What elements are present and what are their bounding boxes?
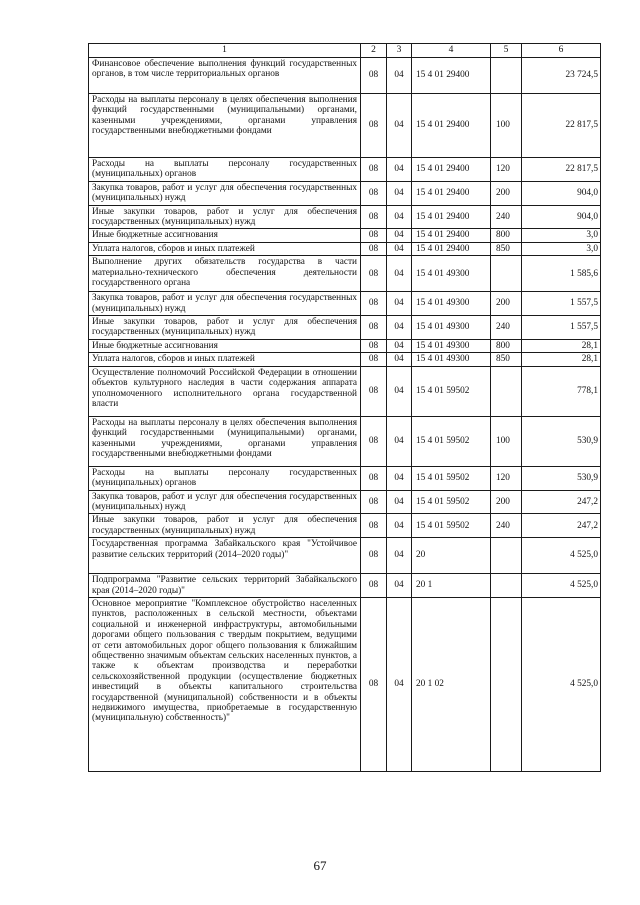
row-target-article: 15 4 01 49300	[412, 339, 491, 352]
row-expense-type: 120	[491, 158, 522, 182]
row-name: Иные закупки товаров, работ и услуг для обеспечения государственных (муниципальных) нужд	[89, 514, 361, 538]
row-name: Расходы на выплаты персоналу государственных (муниципальных) органов	[89, 158, 361, 182]
row-expense-type	[491, 597, 522, 771]
row-name: Основное мероприятие "Комплексное обустройство населенных пунктов, расположенных в сельской местности, объектами социальной и инженерной инфраструктуры, автомобильными дорогами общего пользования с твердым покрытием, ведущими от сети автомобильных дорог общего пользования к ближайшим общественно значимым объектам сельских населенных пунктов, а также к объектам производства и переработки сельскохозяйственной продукции (осуществление бюджетных инвестиций в объекты капитального строительства государственной (муниципальной) собственности и в объекты недвижимого имущества, приобретаемые в государственную (муниципальную) собственность)"	[89, 597, 361, 771]
row-expense-type: 850	[491, 242, 522, 255]
row-target-article: 15 4 01 29400	[412, 205, 491, 229]
row-subsection: 04	[387, 316, 412, 340]
row-expense-type: 800	[491, 339, 522, 352]
row-target-article: 15 4 01 29400	[412, 58, 491, 94]
row-target-article: 15 4 01 29400	[412, 229, 491, 242]
row-expense-type: 200	[491, 490, 522, 514]
row-name: Иные закупки товаров, работ и услуг для обеспечения государственных (муниципальных) нужд	[89, 205, 361, 229]
row-section: 08	[361, 256, 387, 292]
row-subsection: 04	[387, 181, 412, 205]
row-subsection: 04	[387, 538, 412, 574]
row-amount: 1 557,5	[522, 316, 601, 340]
row-amount: 1 585,6	[522, 256, 601, 292]
row-expense-type	[491, 366, 522, 416]
row-section: 08	[361, 242, 387, 255]
budget-table	[88, 43, 601, 772]
row-expense-type: 200	[491, 181, 522, 205]
row-amount: 3,0	[522, 242, 601, 255]
row-subsection: 04	[387, 339, 412, 352]
row-expense-type	[491, 58, 522, 94]
row-target-article: 15 4 01 29400	[412, 94, 491, 158]
row-subsection: 04	[387, 490, 412, 514]
row-expense-type: 200	[491, 292, 522, 316]
row-name: Иные бюджетные ассигнования	[89, 339, 361, 352]
table-row	[89, 353, 601, 366]
row-amount: 778,1	[522, 366, 601, 416]
col-header-expense-type: 5	[491, 44, 522, 58]
row-amount: 28,1	[522, 339, 601, 352]
table-row	[89, 242, 601, 255]
table-row	[89, 597, 601, 771]
row-name: Закупка товаров, работ и услуг для обеспечения государственных (муниципальных) нужд	[89, 181, 361, 205]
row-subsection: 04	[387, 158, 412, 182]
row-amount: 904,0	[522, 181, 601, 205]
table-row	[89, 94, 601, 158]
row-amount: 904,0	[522, 205, 601, 229]
row-amount: 530,9	[522, 466, 601, 490]
row-section: 08	[361, 292, 387, 316]
row-subsection: 04	[387, 416, 412, 466]
row-expense-type: 120	[491, 466, 522, 490]
col-header-amount: 6	[522, 44, 601, 58]
row-name: Иные бюджетные ассигнования	[89, 229, 361, 242]
row-target-article: 20 1	[412, 574, 491, 598]
row-section: 08	[361, 339, 387, 352]
row-amount: 4 525,0	[522, 597, 601, 771]
row-target-article: 15 4 01 49300	[412, 316, 491, 340]
row-name: Расходы на выплаты персоналу в целях обеспечения выполнения функций государственными (муниципальными) органами, казенными учреждениями, органами управления государственными внебюджетными фондами	[89, 416, 361, 466]
table-row	[89, 181, 601, 205]
row-target-article: 15 4 01 59502	[412, 514, 491, 538]
row-target-article: 15 4 01 49300	[412, 353, 491, 366]
row-subsection: 04	[387, 229, 412, 242]
row-section: 08	[361, 353, 387, 366]
row-expense-type: 850	[491, 353, 522, 366]
row-expense-type	[491, 574, 522, 598]
col-header-section: 2	[361, 44, 387, 58]
row-section: 08	[361, 466, 387, 490]
row-expense-type: 240	[491, 316, 522, 340]
page-number: 67	[313, 858, 327, 873]
row-section: 08	[361, 514, 387, 538]
row-amount: 22 817,5	[522, 94, 601, 158]
row-amount: 28,1	[522, 353, 601, 366]
row-subsection: 04	[387, 58, 412, 94]
row-section: 08	[361, 94, 387, 158]
table-row	[89, 466, 601, 490]
row-target-article: 15 4 01 59502	[412, 466, 491, 490]
col-header-name: 1	[89, 44, 361, 58]
row-section: 08	[361, 490, 387, 514]
row-section: 08	[361, 229, 387, 242]
row-target-article: 15 4 01 29400	[412, 242, 491, 255]
table-row	[89, 339, 601, 352]
row-subsection: 04	[387, 597, 412, 771]
row-section: 08	[361, 205, 387, 229]
row-expense-type	[491, 538, 522, 574]
row-target-article: 20	[412, 538, 491, 574]
row-section: 08	[361, 538, 387, 574]
row-section: 08	[361, 316, 387, 340]
row-name: Закупка товаров, работ и услуг для обеспечения государственных (муниципальных) нужд	[89, 292, 361, 316]
row-name: Государственная программа Забайкальского края "Устойчивое развитие сельских территорий (2014–2020 годы)"	[89, 538, 361, 574]
row-subsection: 04	[387, 242, 412, 255]
table-row	[89, 574, 601, 598]
row-amount: 4 525,0	[522, 538, 601, 574]
row-amount: 1 557,5	[522, 292, 601, 316]
table-header-row	[89, 44, 601, 58]
table-row	[89, 514, 601, 538]
row-name: Подпрограмма "Развитие сельских территорий Забайкальского края (2014–2020 годы)"	[89, 574, 361, 598]
row-section: 08	[361, 158, 387, 182]
row-subsection: 04	[387, 574, 412, 598]
col-header-target-article: 4	[412, 44, 491, 58]
row-subsection: 04	[387, 256, 412, 292]
row-subsection: 04	[387, 466, 412, 490]
col-header-subsection: 3	[387, 44, 412, 58]
row-target-article: 15 4 01 59502	[412, 416, 491, 466]
row-subsection: 04	[387, 514, 412, 538]
table-row	[89, 538, 601, 574]
row-section: 08	[361, 574, 387, 598]
table-row	[89, 416, 601, 466]
table-row	[89, 58, 601, 94]
row-expense-type: 240	[491, 514, 522, 538]
row-target-article: 15 4 01 29400	[412, 181, 491, 205]
row-amount: 22 817,5	[522, 158, 601, 182]
row-section: 08	[361, 416, 387, 466]
table-body	[89, 58, 601, 772]
row-target-article: 15 4 01 49300	[412, 256, 491, 292]
row-subsection: 04	[387, 205, 412, 229]
table-row	[89, 256, 601, 292]
row-name: Уплата налогов, сборов и иных платежей	[89, 242, 361, 255]
table-row	[89, 490, 601, 514]
table-row	[89, 292, 601, 316]
table-row	[89, 229, 601, 242]
table-row	[89, 366, 601, 416]
row-name: Иные закупки товаров, работ и услуг для обеспечения государственных (муниципальных) нужд	[89, 316, 361, 340]
row-name: Уплата налогов, сборов и иных платежей	[89, 353, 361, 366]
row-expense-type: 100	[491, 416, 522, 466]
row-section: 08	[361, 366, 387, 416]
row-name: Закупка товаров, работ и услуг для обеспечения государственных (муниципальных) нужд	[89, 490, 361, 514]
row-amount: 3,0	[522, 229, 601, 242]
row-name: Расходы на выплаты персоналу государственных (муниципальных) органов	[89, 466, 361, 490]
row-section: 08	[361, 58, 387, 94]
row-name: Финансовое обеспечение выполнения функций государственных органов, в том числе территориальных органов	[89, 58, 361, 94]
row-target-article: 15 4 01 29400	[412, 158, 491, 182]
row-amount: 247,2	[522, 514, 601, 538]
row-name: Осуществление полномочий Российской Федерации в отношении объектов культурного наследия в части содержания аппарата уполномоченного исполнительного органа государственной власти	[89, 366, 361, 416]
row-amount: 247,2	[522, 490, 601, 514]
row-subsection: 04	[387, 366, 412, 416]
row-amount: 4 525,0	[522, 574, 601, 598]
row-name: Выполнение других обязательств государства в части материально-технического обеспечения деятельности государственного органа	[89, 256, 361, 292]
row-section: 08	[361, 181, 387, 205]
row-target-article: 20 1 02	[412, 597, 491, 771]
row-expense-type: 800	[491, 229, 522, 242]
row-expense-type: 240	[491, 205, 522, 229]
row-name: Расходы на выплаты персоналу в целях обеспечения выполнения функций государственными (муниципальными) органами, казенными учреждениями, органами управления государственными внебюджетными фондами	[89, 94, 361, 158]
row-amount: 530,9	[522, 416, 601, 466]
table-row	[89, 158, 601, 182]
table-row	[89, 316, 601, 340]
table-row	[89, 205, 601, 229]
row-target-article: 15 4 01 59502	[412, 366, 491, 416]
row-subsection: 04	[387, 353, 412, 366]
row-expense-type	[491, 256, 522, 292]
row-expense-type: 100	[491, 94, 522, 158]
row-subsection: 04	[387, 94, 412, 158]
row-target-article: 15 4 01 59502	[412, 490, 491, 514]
row-target-article: 15 4 01 49300	[412, 292, 491, 316]
row-subsection: 04	[387, 292, 412, 316]
row-section: 08	[361, 597, 387, 771]
row-amount: 23 724,5	[522, 58, 601, 94]
